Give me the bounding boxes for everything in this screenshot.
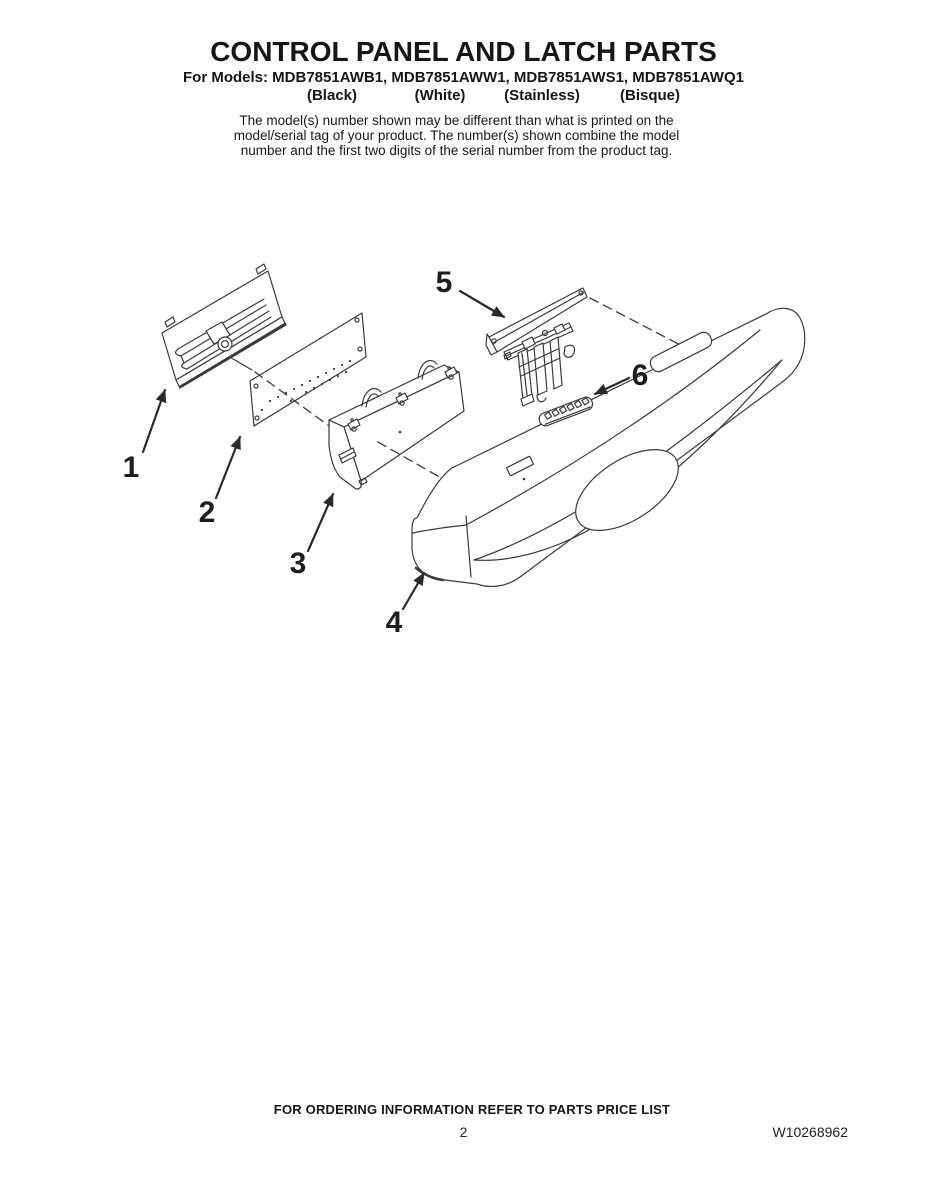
finish-label-black: (Black) [306, 87, 358, 104]
roller [218, 337, 232, 351]
callout-3-label: 3 [289, 547, 307, 580]
disclaimer-line-2: model/serial tag of your product. The number(s) shown combine the model [233, 128, 680, 144]
leader-arrow-2 [216, 437, 240, 498]
part-3-control-box-drawing [329, 360, 464, 489]
leader-arrow-1 [143, 390, 165, 452]
callout-6-label: 6 [631, 359, 649, 392]
part-4-control-panel-drawing [412, 308, 805, 586]
document-number: W10268962 [772, 1124, 848, 1140]
part-1-console-panel-drawing [162, 264, 286, 388]
finish-label-stainless: (Stainless) [504, 87, 580, 104]
finish-label-bisque: (Bisque) [620, 87, 680, 104]
callout-1-label: 1 [122, 451, 140, 484]
callout-4-label: 4 [385, 606, 403, 639]
leader-arrow-5 [460, 291, 504, 317]
explode-dash-5-4 [590, 298, 688, 349]
part-5-door-latch-drawing [486, 288, 587, 406]
disclaimer-line-3: number and the first two digits of the serial number from the product tag. [240, 143, 673, 159]
page-number: 2 [459, 1124, 468, 1140]
callout-2-label: 2 [198, 496, 216, 529]
page-title: CONTROL PANEL AND LATCH PARTS [210, 36, 717, 67]
models-line: For Models: MDB7851AWB1, MDB7851AWW1, MDB7851AWS1, MDB7851AWQ1 [183, 69, 744, 86]
disclaimer-line-1: The model(s) number shown may be different than what is printed on the [239, 113, 674, 128]
leader-arrow-4 [403, 573, 424, 609]
finish-label-white: (White) [414, 87, 466, 104]
callout-5-label: 5 [435, 266, 453, 299]
ordering-note: FOR ORDERING INFORMATION REFER TO PARTS PRICE LIST [273, 1102, 671, 1117]
leader-arrow-3 [308, 494, 333, 551]
